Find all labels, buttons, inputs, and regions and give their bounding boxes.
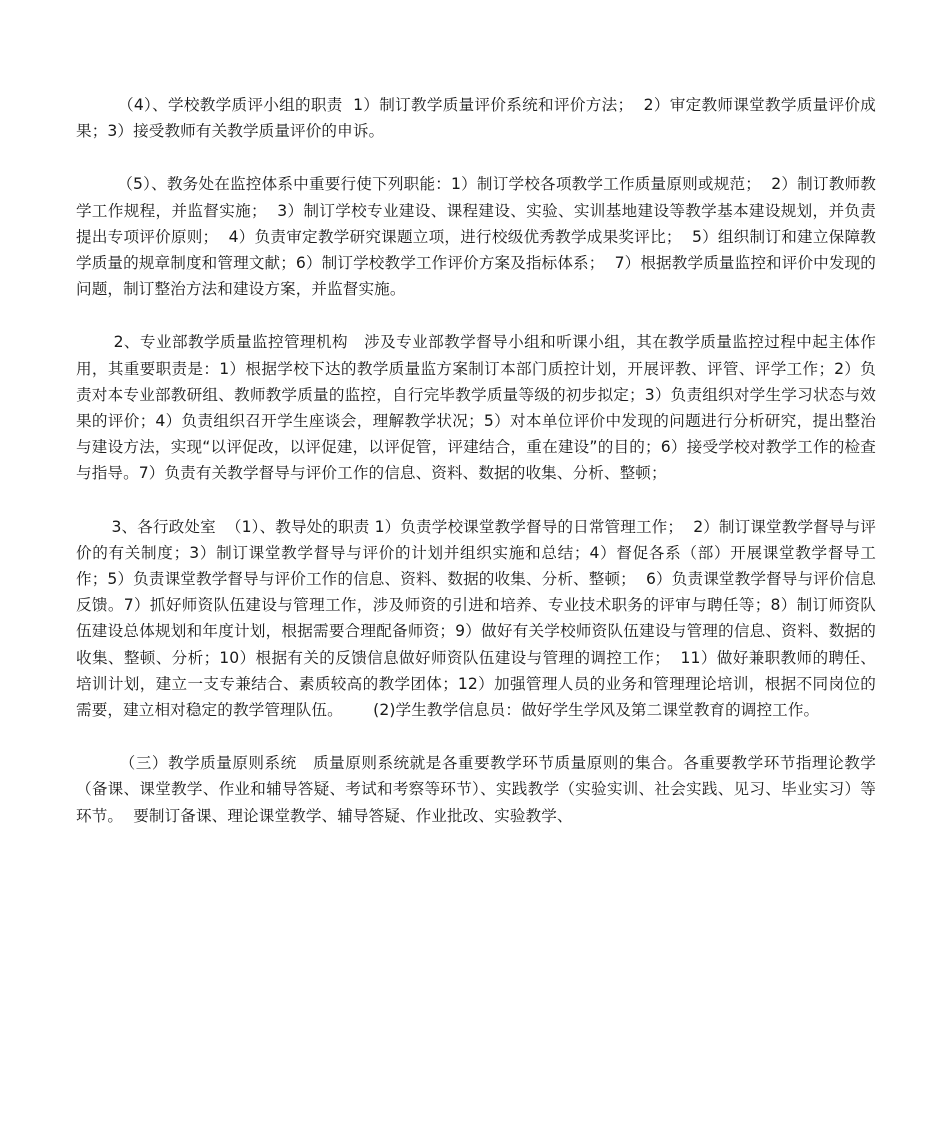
paragraph-department-monitoring: 2、专业部教学质量监控管理机构 涉及专业部教学督导小组和听课小组，其在教学质量监控过程中起主体作用，其重要职责是：1）根据学校下达的教学质量监方案制订本部门质控计划，开展评教、评管、评学工作；2）负责对本专业部教研组、教师教学质量的监控，自行完毕教学质量等级的初步拟定；3）负责组织对学生学习状态与效果的评价；4）负责组织召开学生座谈会，理解教学状况；5）对本单位评价中发现的问题进行分析研究，提出整治与建设方法，实现“以评促改，以评促建，以评促管，评建结合，重在建设”的目的；6）接受学校对教学工作的检查与指导。7）负责有关教学督导与评价工作的信息、资料、数据的收集、分析、整顿； bbox=[76, 333, 876, 483]
paragraph-evaluation-group-duties: （4）、学校教学质评小组的职责 1）制订教学质量评价系统和评价方法； 2）审定教师课堂教学质量评价成果；3）接受教师有关教学质量评价的申诉。 bbox=[76, 96, 876, 141]
paragraph-academic-affairs-functions: （5）、教务处在监控体系中重要行使下列职能：1）制订学校各项教学工作质量原则或规范； 2）制订教师教学工作规程，并监督实施； 3）制订学校专业建设、课程建设、实验、实训基地建设等教学基本建设规划，并负责提出专项评价原则； 4）负责审定教学研究课题立项，进行校级优秀教学成果奖评比； 5）组织制订和建立保障教学质量的规章制度和管理文献；6）制订学校教学工作评价方案及指标体系； 7）根据教学质量监控和评价中发现的问题，制订整治方法和建设方案，并监督实施。 bbox=[76, 175, 876, 299]
paragraph-administrative-offices: 3、各行政处室 （1）、教导处的职责 1）负责学校课堂教学督导的日常管理工作； 2）制订课堂教学督导与评价的有关制度；3）制订课堂教学督导与评价的计划并组织实施和总结；4）督促各系（部）开展课堂教学督导工作；5）负责课堂教学督导与评价工作的信息、资料、数据的收集、分析、整顿； 6）负责课堂教学督导与评价信息反馈。7）抓好师资队伍建设与管理工作，涉及师资的引进和培养、专业技术职务的评审与聘任等；8）制订师资队伍建设总体规划和年度计划，根据需要合理配备师资；9）做好有关学校师资队伍建设与管理的信息、资料、数据的收集、整顿、分析；10）根据有关的反馈信息做好师资队伍建设与管理的调控工作； 11）做好兼职教师的聘任、培训计划，建立一支专兼结合、素质较高的教学团体；12）加强管理人员的业务和管理理论培训，根据不同岗位的需要，建立相对稳定的教学管理队伍。 (2)学生教学信息员：做好学生学风及第二课堂教育的调控工作。 bbox=[76, 517, 876, 720]
document-body bbox=[76, 92, 876, 856]
paragraph-quality-standard-system: （三）教学质量原则系统 质量原则系统就是各重要教学环节质量原则的集合。各重要教学环节指理论教学（备课、课堂教学、作业和辅导答疑、考试和考察等环节）、实践教学（实验实训、社会实践、见习、毕业实习）等环节。 要制订备课、理论课堂教学、辅导答疑、作业批改、实验教学、 bbox=[76, 754, 876, 825]
